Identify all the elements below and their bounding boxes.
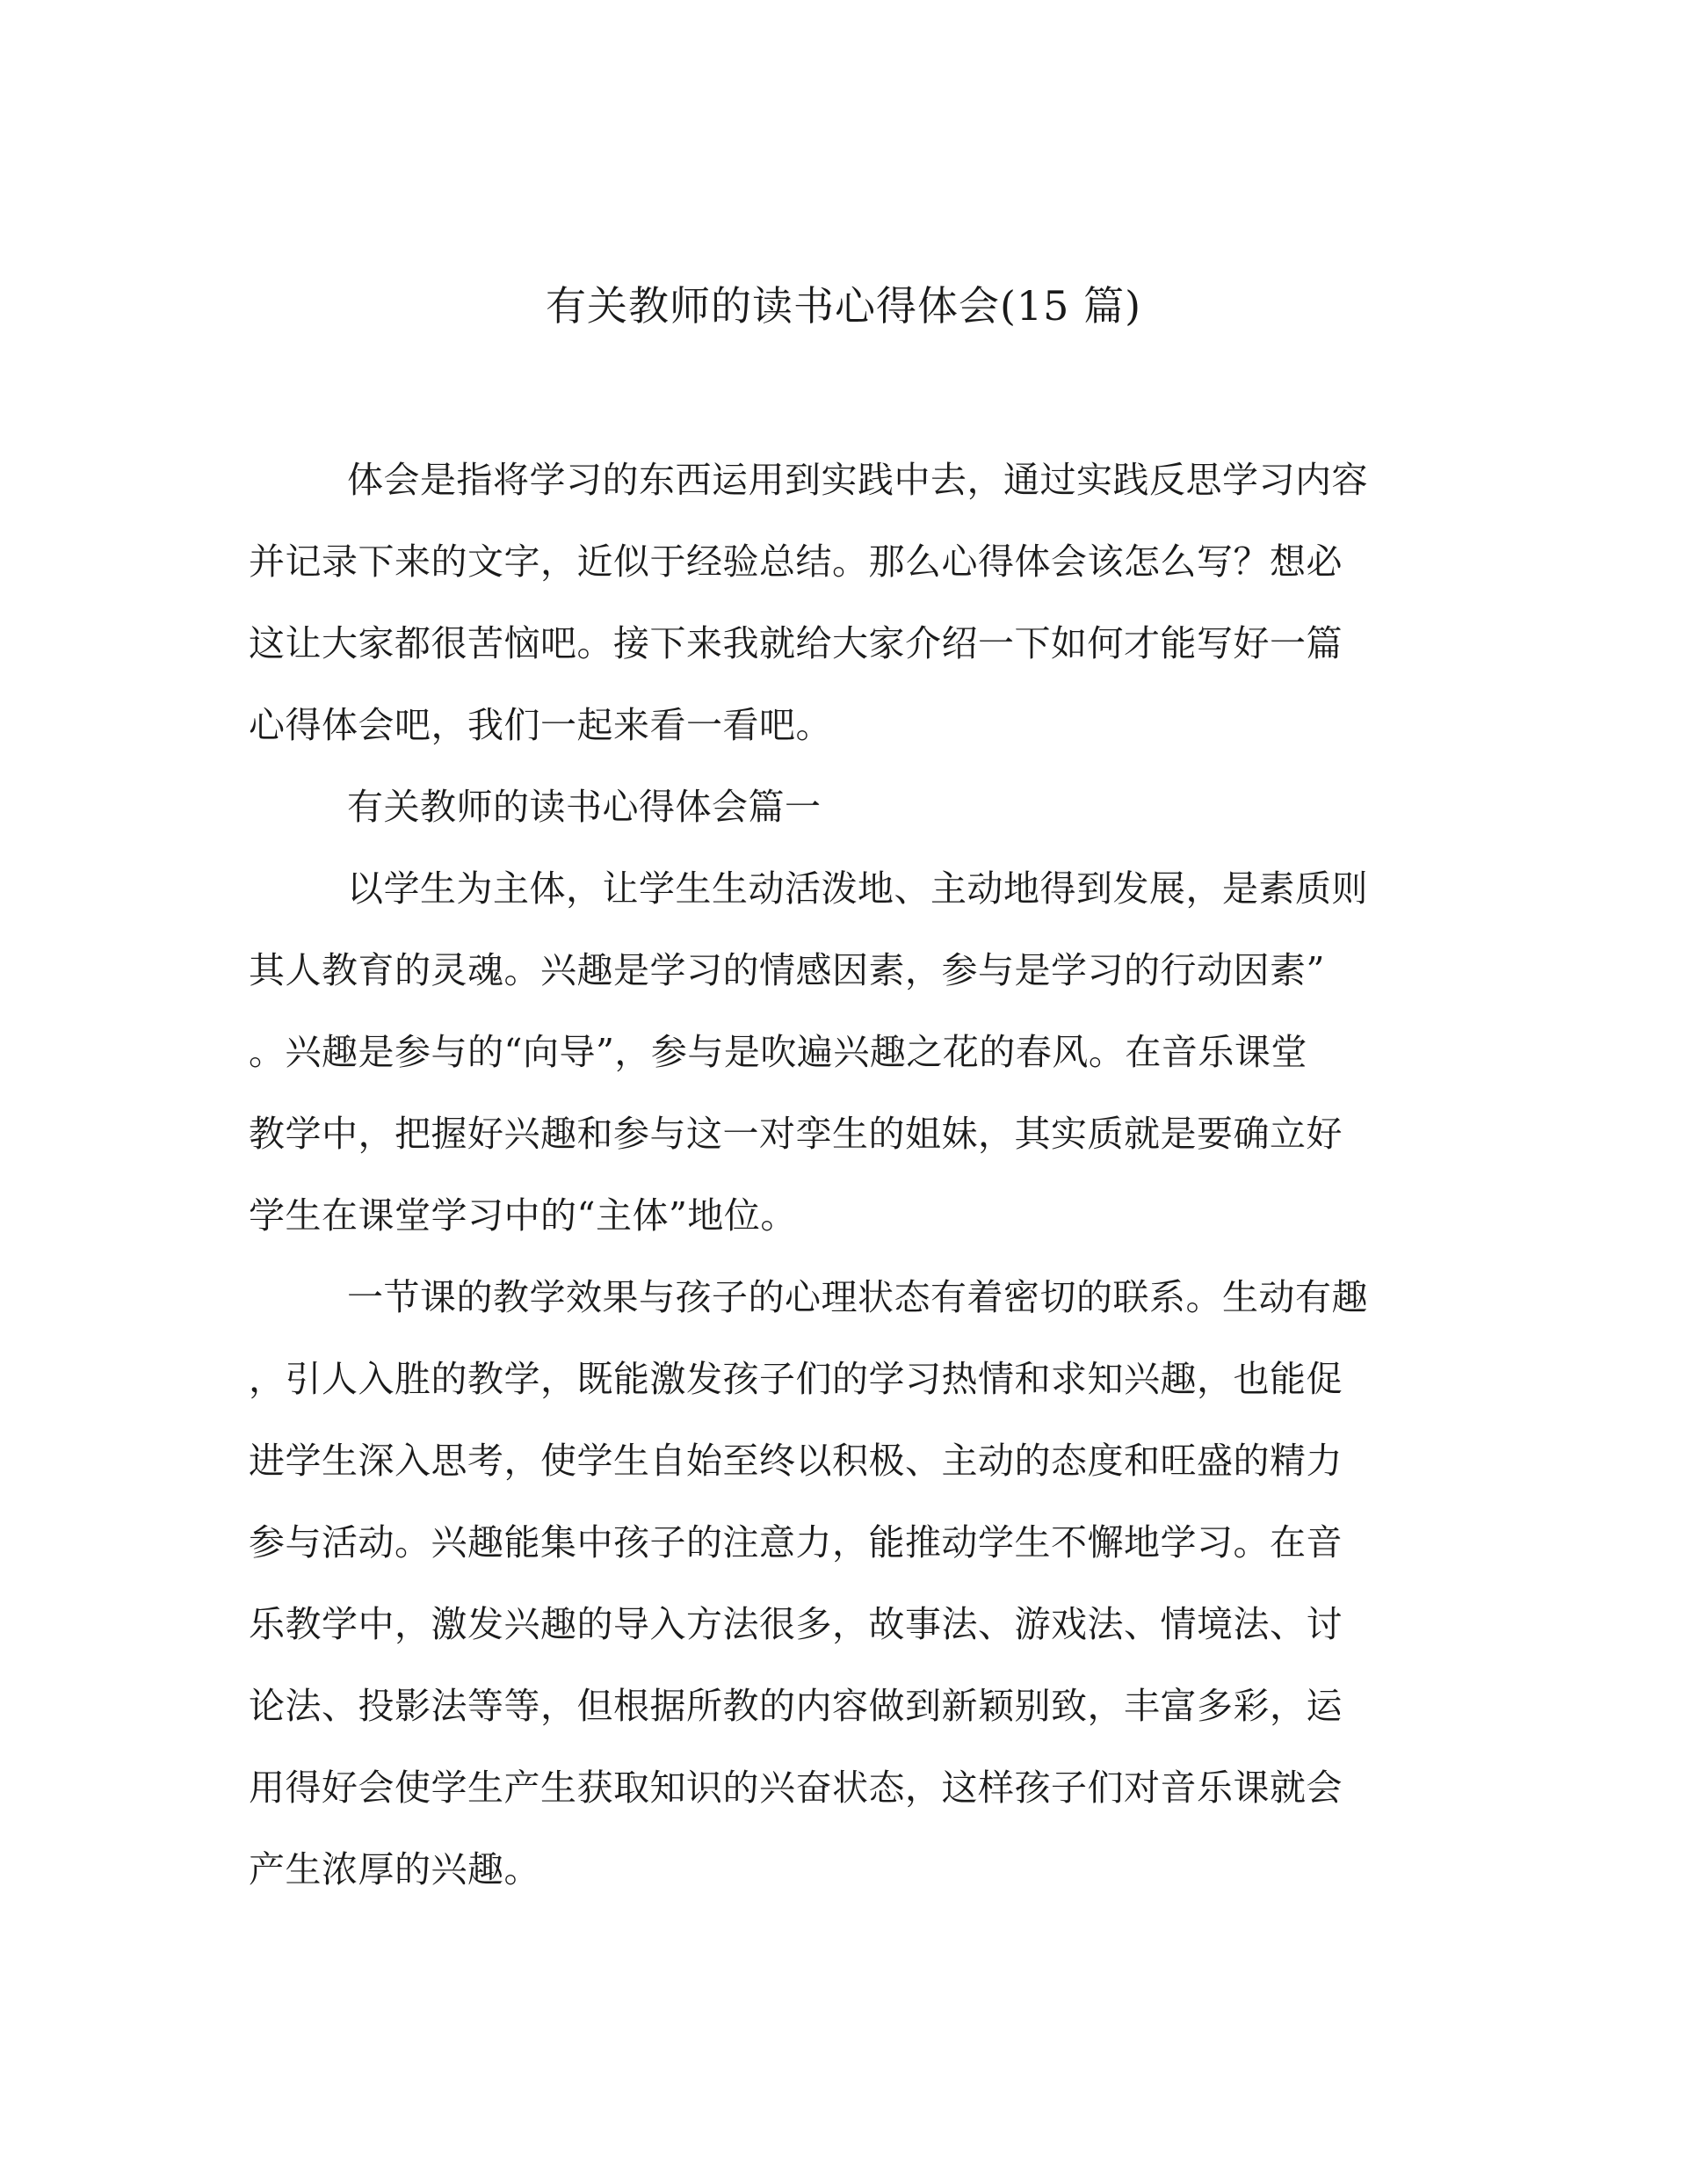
text-line: 其人教育的灵魂。兴趣是学习的情感因素，参与是学习的行动因素” xyxy=(249,949,1325,991)
text-line: 以学生为主体，让学生生动活泼地、主动地得到发展，是素质则 xyxy=(347,867,1368,910)
document-title: 有关教师的读书心得体会(15 篇) xyxy=(545,282,1142,330)
section-heading: 有关教师的读书心得体会篇一 xyxy=(347,786,822,828)
text-line: 心得体会吧，我们一起来看一看吧。 xyxy=(249,704,832,746)
text-line: 学生在课堂学习中的“主体”地位。 xyxy=(249,1194,797,1237)
text-line: 体会是指将学习的东西运用到实践中去，通过实践反思学习内容 xyxy=(347,459,1368,501)
text-line: 教学中，把握好兴趣和参与这一对孪生的姐妹，其实质就是要确立好 xyxy=(249,1113,1343,1155)
text-line: 论法、投影法等等，但根据所教的内容做到新颖别致，丰富多彩，运 xyxy=(249,1685,1343,1727)
text-line: 。兴趣是参与的“向导”，参与是吹遍兴趣之花的春风。在音乐课堂 xyxy=(249,1031,1307,1073)
document-body xyxy=(249,439,1426,1911)
text-line: 乐教学中，激发兴趣的导入方法很多，故事法、游戏法、情境法、讨 xyxy=(249,1603,1343,1645)
text-line: 参与活动。兴趣能集中孩子的注意力，能推动学生不懈地学习。在音 xyxy=(249,1521,1343,1564)
text-line: 产生浓厚的兴趣。 xyxy=(249,1848,540,1890)
text-line: 一节课的教学效果与孩子的心理状态有着密切的联系。生动有趣 xyxy=(347,1276,1368,1318)
text-line: 这让大家都很苦恼吧。接下来我就给大家介绍一下如何才能写好一篇 xyxy=(249,622,1343,664)
text-line: 进学生深入思考，使学生自始至终以积极、主动的态度和旺盛的精力 xyxy=(249,1440,1343,1482)
text-line: 用得好会使学生产生获取知识的兴奋状态，这样孩子们对音乐课就会 xyxy=(249,1767,1343,1809)
text-line: 并记录下来的文字，近似于经验总结。那么心得体会该怎么写？想必 xyxy=(249,541,1343,583)
text-line: ，引人入胜的教学，既能激发孩子们的学习热情和求知兴趣，也能促 xyxy=(249,1358,1343,1400)
